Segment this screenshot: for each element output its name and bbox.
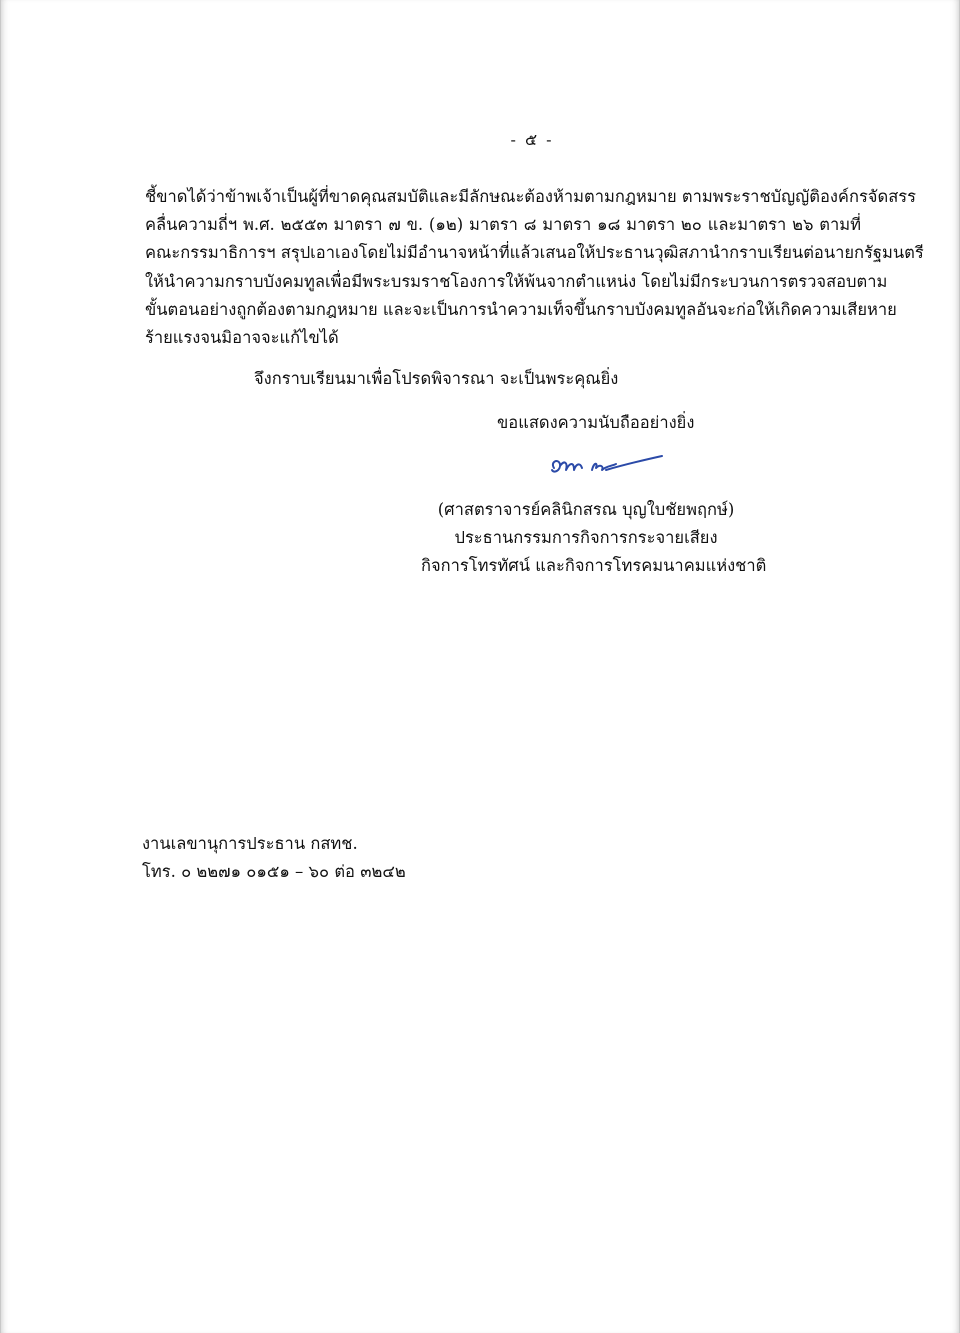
closing-request: จึงกราบเรียนมาเพื่อโปรดพิจารณา จะเป็นพระคุณยิ่ง bbox=[254, 369, 619, 388]
salutation: ขอแสดงความนับถืออย่างยิ่ง bbox=[497, 413, 695, 432]
body-line: ร้ายแรงจนมิอาจจะแก้ไขได้ bbox=[145, 328, 339, 348]
page-number: - ๕ - bbox=[510, 130, 554, 149]
body-line: คณะกรรมาธิการฯ สรุปเอาเองโดยไม่มีอำนาจหน้าที่แล้วเสนอให้ประธานวุฒิสภานำกราบเรียนต่อนายกรัฐมนตรี bbox=[145, 243, 924, 263]
signatory-block bbox=[421, 496, 767, 580]
signatory-name: (ศาสตราจารย์คลินิกสรณ บุญใบชัยพฤกษ์) bbox=[437, 500, 735, 519]
signatory-position: กิจการโทรทัศน์ และกิจการโทรคมนาคมแห่งชาติ bbox=[421, 556, 767, 575]
contact-office: งานเลขานุการประธาน กสทช. bbox=[142, 834, 358, 853]
body-paragraph bbox=[145, 183, 924, 352]
body-line: ให้นำความกราบบังคมทูลเพื่อมีพระบรมราชโองการให้พ้นจากตำแหน่ง โดยไม่มีกระบวนการตรวจสอบตาม bbox=[145, 271, 888, 291]
body-line: ขั้นตอนอย่างถูกต้องตามกฎหมาย และจะเป็นการนำความเท็จขึ้นกราบบังคมทูลอันจะก่อให้เกิดความเสียหาย bbox=[145, 299, 897, 319]
body-line: ชี้ขาดได้ว่าข้าพเจ้าเป็นผู้ที่ขาดคุณสมบัติและมีลักษณะต้องห้ามตามกฎหมาย ตามพระราชบัญญัติองค์กรจัดสรร bbox=[145, 187, 916, 206]
signature-mark bbox=[546, 448, 666, 484]
body-line: คลื่นความถี่ฯ พ.ศ. ๒๕๕๓ มาตรา ๗ ข. (๑๒) มาตรา ๘ มาตรา ๑๘ มาตรา ๒๐ และมาตรา ๒๖ ตามที่ bbox=[145, 215, 861, 235]
contact-block bbox=[142, 830, 406, 886]
contact-phone: โทร. ๐ ๒๒๗๑ ๐๑๕๑ – ๖๐ ต่อ ๓๒๔๒ bbox=[142, 862, 406, 881]
signatory-position: ประธานกรรมการกิจการกระจายเสียง bbox=[454, 528, 718, 547]
